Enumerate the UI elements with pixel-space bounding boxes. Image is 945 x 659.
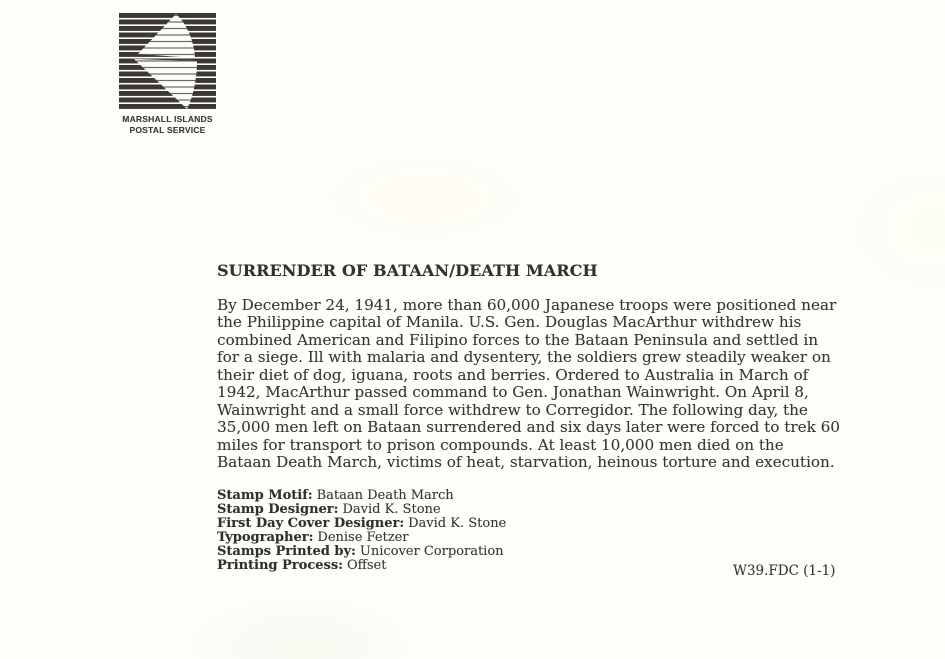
credit-value: David K. Stone [408,515,507,531]
credit-label: Typographer: [217,529,314,545]
credit-label: Stamp Designer: [217,501,339,517]
article-body [217,297,840,472]
body-line: By December 24, 1941, more than 60,000 Japanese troops were positioned near [217,296,837,314]
credit-value: Bataan Death March [316,488,454,503]
body-line: their diet of dog, iguana, roots and berries. Ordered to Australia in March of [217,365,809,384]
logo-org-name-line1: MARSHALL ISLANDS [122,114,213,124]
body-line: for a siege. Ill with malaria and dysentery, the soldiers grew steadily weaker on [217,348,831,367]
body-line: combined American and Filipino forces to the Bataan Peninsula and settled in [217,330,819,349]
credit-label: Printing Process: [217,557,343,573]
catalog-code: W39.FDC (1-1) [733,563,836,579]
credits-list [217,489,506,572]
body-line: 1942, MacArthur passed command to Gen. Jonathan Wainwright. On April 8, [217,383,809,402]
body-line: Wainwright and a small force withdrew to Corregidor. The following day, the [217,400,808,419]
postal-service-logo [119,13,216,135]
credit-label: Stamps Printed by: [217,543,356,559]
body-line: Bataan Death March, victims of heat, starvation, heinous torture and execution. [217,453,835,472]
credit-value: David K. Stone [342,501,441,517]
credit-row [217,517,506,531]
credit-value: Unicover Corporation [359,543,504,559]
striped-sail-logo-icon [119,13,216,110]
body-line: the Philippine capital of Manila. U.S. Gen. Douglas MacArthur withdrew his [217,313,802,332]
credit-value: Offset [346,557,387,573]
credit-row [217,489,506,503]
credit-row [217,531,506,545]
body-line: 35,000 men left on Bataan surrendered and six days later were forced to trek 60 [217,418,840,437]
credit-row [217,559,506,573]
body-line: miles for transport to prison compounds. At least 10,000 men died on the [217,435,784,454]
credit-label: First Day Cover Designer: [217,515,405,531]
credit-label: Stamp Motif: [217,488,313,503]
credit-value: Denise Fetzer [317,529,409,545]
credit-row [217,545,506,559]
article-title: SURRENDER OF BATAAN/DEATH MARCH [217,261,598,280]
credit-row [217,503,506,517]
logo-org-name-line2: POSTAL SERVICE [129,124,206,135]
